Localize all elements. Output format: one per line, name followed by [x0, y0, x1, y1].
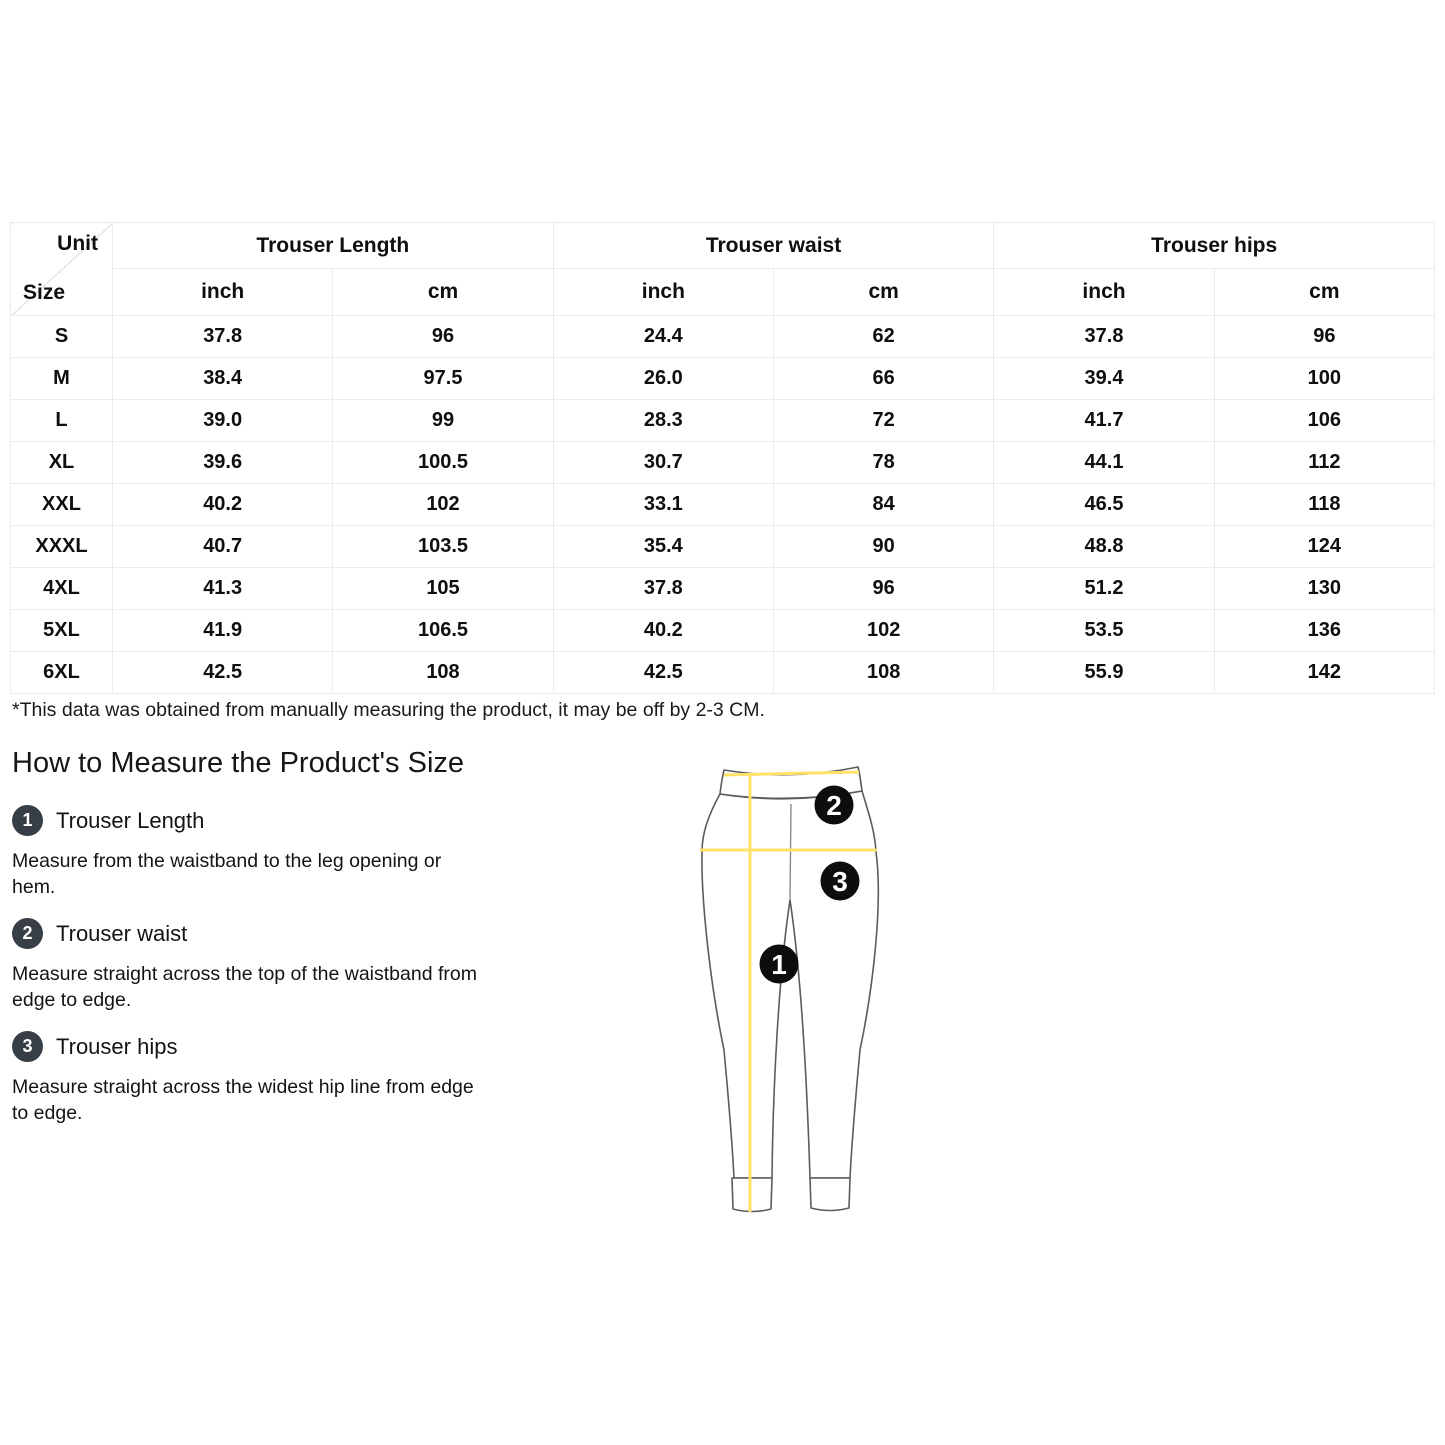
corner-unit-label: Unit [57, 232, 98, 255]
measure-item-trouser-length [12, 805, 204, 836]
size-cell: 4XL [11, 568, 113, 610]
measure-item-trouser-waist [12, 918, 187, 949]
description-line: to edge. [12, 1102, 83, 1124]
value-cell: 100 [1214, 358, 1434, 400]
table-group-header-row [11, 223, 1435, 269]
table-row [11, 400, 1435, 442]
group-header-trouser-hips: Trouser hips [994, 223, 1435, 269]
how-to-measure-heading: How to Measure the Product's Size [12, 747, 465, 779]
value-cell: 39.4 [994, 358, 1214, 400]
measure-item-title: Trouser waist [56, 920, 188, 946]
description-line: Measure straight across the top of the waistband from [12, 963, 477, 985]
table-row [11, 568, 1435, 610]
trousers-left-cuff [732, 1178, 772, 1212]
value-cell: 108 [774, 652, 994, 694]
unit-header: inch [994, 269, 1214, 316]
step-1-badge: 1 [12, 805, 43, 836]
value-cell: 106.5 [333, 610, 553, 652]
value-cell: 96 [774, 568, 994, 610]
size-cell: S [11, 316, 113, 358]
diagram-badge-1 [760, 945, 799, 984]
value-cell: 84 [774, 484, 994, 526]
value-cell: 78 [774, 442, 994, 484]
value-cell: 66 [774, 358, 994, 400]
diagram-badge-2 [815, 786, 854, 825]
value-cell: 55.9 [994, 652, 1214, 694]
value-cell: 99 [333, 400, 553, 442]
unit-header: cm [774, 269, 994, 316]
group-header-trouser-length: Trouser Length [113, 223, 554, 269]
value-cell: 102 [333, 484, 553, 526]
value-cell: 37.8 [113, 316, 333, 358]
size-cell: 5XL [11, 610, 113, 652]
trousers-right-cuff [810, 1178, 850, 1211]
size-cell: XXL [11, 484, 113, 526]
size-cell: XL [11, 442, 113, 484]
trousers-measure-diagram [672, 748, 887, 1218]
table-row [11, 652, 1435, 694]
value-cell: 105 [333, 568, 553, 610]
table-row [11, 316, 1435, 358]
value-cell: 33.1 [553, 484, 773, 526]
measure-item-description [12, 848, 572, 900]
value-cell: 38.4 [113, 358, 333, 400]
value-cell: 124 [1214, 526, 1434, 568]
value-cell: 46.5 [994, 484, 1214, 526]
unit-size-corner-cell [11, 223, 113, 316]
value-cell: 51.2 [994, 568, 1214, 610]
group-header-trouser-waist: Trouser waist [553, 223, 994, 269]
value-cell: 41.7 [994, 400, 1214, 442]
value-cell: 118 [1214, 484, 1434, 526]
table-row [11, 442, 1435, 484]
value-cell: 40.7 [113, 526, 333, 568]
value-cell: 136 [1214, 610, 1434, 652]
value-cell: 28.3 [553, 400, 773, 442]
value-cell: 48.8 [994, 526, 1214, 568]
unit-header: cm [1214, 269, 1434, 316]
value-cell: 106 [1214, 400, 1434, 442]
table-row [11, 358, 1435, 400]
step-3-badge: 3 [12, 1031, 43, 1062]
table-row [11, 526, 1435, 568]
value-cell: 97.5 [333, 358, 553, 400]
value-cell: 102 [774, 610, 994, 652]
trousers-center-seam [790, 804, 791, 900]
value-cell: 41.9 [113, 610, 333, 652]
value-cell: 53.5 [994, 610, 1214, 652]
table-row [11, 610, 1435, 652]
svg-text:1: 1 [771, 949, 787, 980]
measure-item-title: Trouser Length [56, 807, 205, 833]
description-line: hem. [12, 876, 56, 898]
table-row [11, 484, 1435, 526]
unit-header: cm [333, 269, 553, 316]
unit-header: inch [113, 269, 333, 316]
svg-text:3: 3 [832, 866, 848, 897]
table-unit-header-row [11, 269, 1435, 316]
value-cell: 142 [1214, 652, 1434, 694]
size-chart-table [10, 222, 1435, 694]
value-cell: 42.5 [553, 652, 773, 694]
measure-item-trouser-hips [12, 1031, 177, 1062]
value-cell: 100.5 [333, 442, 553, 484]
size-cell: 6XL [11, 652, 113, 694]
value-cell: 37.8 [553, 568, 773, 610]
value-cell: 96 [1214, 316, 1434, 358]
value-cell: 30.7 [553, 442, 773, 484]
corner-size-label: Size [23, 281, 66, 304]
unit-header: inch [553, 269, 773, 316]
value-cell: 103.5 [333, 526, 553, 568]
step-2-badge: 2 [12, 918, 43, 949]
svg-text:2: 2 [826, 790, 842, 821]
size-cell: XXXL [11, 526, 113, 568]
value-cell: 24.4 [553, 316, 773, 358]
value-cell: 35.4 [553, 526, 773, 568]
value-cell: 42.5 [113, 652, 333, 694]
description-line: Measure straight across the widest hip line from edge [12, 1076, 474, 1098]
measure-item-title: Trouser hips [56, 1033, 178, 1059]
value-cell: 62 [774, 316, 994, 358]
value-cell: 44.1 [994, 442, 1214, 484]
value-cell: 108 [333, 652, 553, 694]
description-line: Measure from the waistband to the leg opening or [12, 850, 442, 872]
size-cell: L [11, 400, 113, 442]
value-cell: 112 [1214, 442, 1434, 484]
description-line: edge to edge. [12, 989, 132, 1011]
value-cell: 40.2 [113, 484, 333, 526]
value-cell: 72 [774, 400, 994, 442]
value-cell: 39.0 [113, 400, 333, 442]
value-cell: 26.0 [553, 358, 773, 400]
measurement-note: *This data was obtained from manually measuring the product, it may be off by 2-3 CM. [12, 699, 765, 721]
size-cell: M [11, 358, 113, 400]
measure-item-description [12, 1074, 572, 1126]
measure-item-description [12, 961, 572, 1013]
value-cell: 40.2 [553, 610, 773, 652]
size-table-body [11, 316, 1435, 694]
value-cell: 130 [1214, 568, 1434, 610]
diagram-badge-3 [821, 862, 860, 901]
value-cell: 90 [774, 526, 994, 568]
value-cell: 39.6 [113, 442, 333, 484]
value-cell: 41.3 [113, 568, 333, 610]
value-cell: 37.8 [994, 316, 1214, 358]
value-cell: 96 [333, 316, 553, 358]
